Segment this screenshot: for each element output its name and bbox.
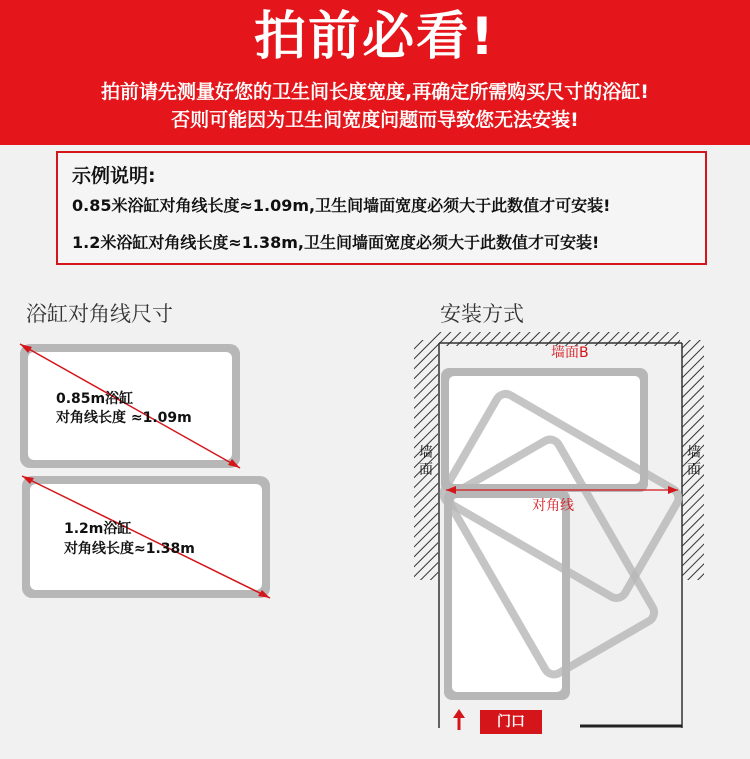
tub2-name: 1.2m浴缸	[64, 521, 132, 537]
example-title: 示例说明:	[72, 165, 156, 187]
door-label: 门口	[480, 710, 542, 734]
right-heading: 安装方式	[440, 302, 524, 326]
banner-line-2: 否则可能因为卫生间宽度问题而导致您无法安装!	[171, 109, 579, 131]
door-arrow	[453, 709, 465, 730]
banner-line-1: 拍前请先测量好您的卫生间长度宽度,再确定所需购买尺寸的浴缸!	[101, 81, 649, 103]
banner-title: 拍前必看!	[254, 7, 496, 67]
tub-top	[441, 368, 648, 492]
wall-left-label: 墙面	[419, 445, 433, 478]
diagonal-label: 对角线	[532, 498, 574, 514]
example-line-2: 1.2米浴缸对角线长度≈1.38m,卫生间墙面宽度必须大于此数值才可安装!	[72, 233, 600, 252]
wall-right-label: 墙面	[687, 445, 701, 478]
wall-b-label: 墙面B	[551, 345, 589, 361]
example-line-1: 0.85米浴缸对角线长度≈1.09m,卫生间墙面宽度必须大于此数值才可安装!	[72, 196, 611, 215]
tub1-diag: 对角线长度 ≈1.09m	[56, 410, 192, 426]
tub-120	[22, 476, 270, 598]
left-heading: 浴缸对角线尺寸	[26, 302, 173, 326]
tub1-name: 0.85m浴缸	[56, 391, 134, 407]
tub2-diag: 对角线长度≈1.38m	[64, 541, 195, 557]
